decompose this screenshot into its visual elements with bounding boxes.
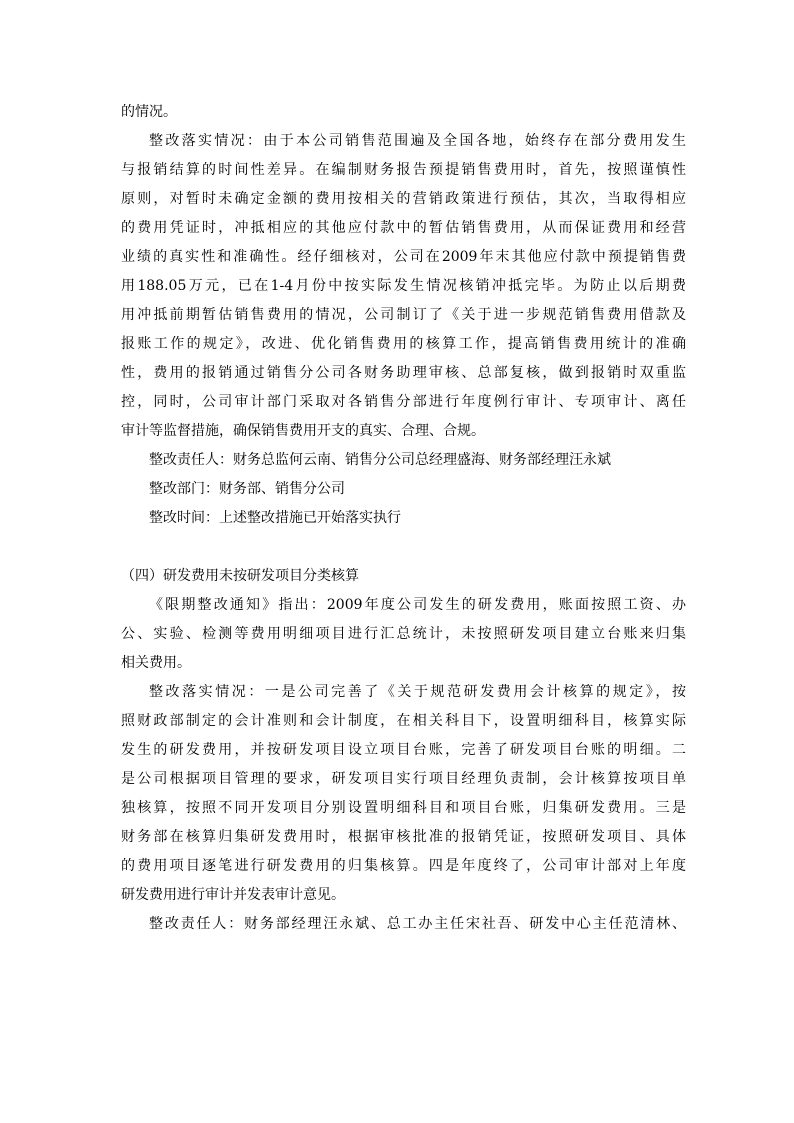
section-heading: （四）研发费用未按研发项目分类核算 (121, 568, 359, 584)
text-line: 用188.05万元，已在1-4月份中按实际发生情况核销冲抵完毕。为防止以后期费 (121, 278, 686, 294)
text-line: 财务部在核算归集研发费用时，根据审核批准的报销凭证，按照研发项目、具体 (121, 829, 686, 845)
text-line: 用冲抵前期暂估销售费用的情况，公司制订了《关于进一步规范销售费用借款及 (121, 307, 686, 323)
text-line: 的费用项目逐笔进行研发费用的归集核算。四是年度终了，公司审计部对上年度 (121, 858, 686, 874)
responsible-person-line: 整改责任人：财务总监何云南、销售分公司总经理盛海、财务部经理汪永斌 (149, 452, 611, 468)
text-line: 业绩的真实性和准确性。经仔细核对，公司在2009年末其他应付款中预提销售费 (121, 249, 686, 265)
text-line: 控，同时，公司审计部门采取对各销售分部进行年度例行审计、专项审计、离任 (121, 394, 686, 410)
text-line: 性，费用的报销通过销售分公司各财务助理审核、总部复核，做到报销时双重监 (121, 365, 686, 381)
responsible-person-line: 整改责任人：财务部经理汪永斌、总工办主任宋社吾、研发中心主任范清林、 (149, 916, 686, 932)
text-line: 审计等监督措施，确保销售费用开支的真实、合理、合规。 (121, 423, 485, 439)
text-line: 是公司根据项目管理的要求，研发项目实行项目经理负责制，会计核算按项目单 (121, 771, 686, 787)
text-line: 的情况。 (121, 104, 177, 120)
text-line: 研发费用进行审计并发表审计意见。 (121, 887, 345, 903)
text-line: 发生的研发费用，并按研发项目设立项目台账，完善了研发项目台账的明细。二 (121, 742, 686, 758)
text-line: 公、实验、检测等费用明细项目进行汇总统计，未按照研发项目建立台账来归集 (121, 626, 686, 642)
text-line: 报账工作的规定》，改进、优化销售费用的核算工作，提高销售费用统计的准确 (121, 336, 686, 352)
text-line: 原则，对暂时未确定金额的费用按相关的营销政策进行预估，其次，当取得相应 (121, 191, 686, 207)
time-line: 整改时间：上述整改措施已开始落实执行 (149, 510, 401, 526)
text-line: 照财政部制定的会计准则和会计制度，在相关科目下，设置明细科目，核算实际 (121, 713, 686, 729)
text-line: 《限期整改通知》指出：2009年度公司发生的研发费用，账面按照工资、办 (149, 597, 686, 613)
text-line: 整改落实情况：由于本公司销售范围遍及全国各地，始终存在部分费用发生 (149, 133, 686, 149)
text-line: 整改落实情况：一是公司完善了《关于规范研发费用会计核算的规定》，按 (149, 684, 686, 700)
text-line: 独核算，按照不同开发项目分别设置明细科目和项目台账，归集研发费用。三是 (121, 800, 686, 816)
department-line: 整改部门：财务部、销售分公司 (149, 481, 345, 497)
text-line: 的费用凭证时，冲抵相应的其他应付款中的暂估销售费用，从而保证费用和经营 (121, 220, 686, 236)
text-line: 与报销结算的时间性差异。在编制财务报告预提销售费用时，首先，按照谨慎性 (121, 162, 686, 178)
text-line: 相关费用。 (121, 655, 191, 671)
